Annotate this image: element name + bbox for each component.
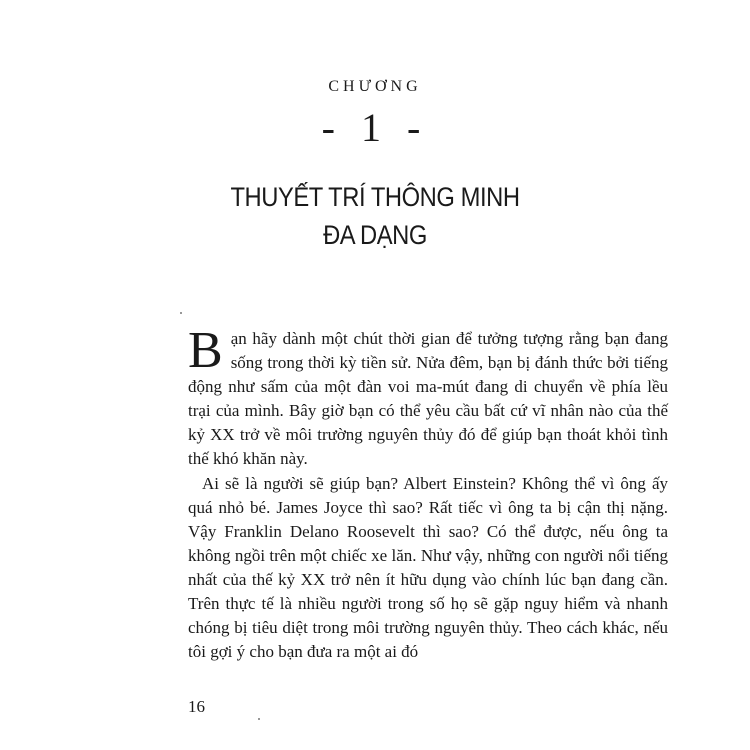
- paragraph-2: Ai sẽ là người sẽ giúp bạn? Albert Einstein? Không thể vì ông ấy quá nhỏ bé. James Joyce thì sao? Rất tiếc vì ông ta bị cận thị nặng. Vậy Franklin Delano Roosevelt thì sao? Có thể được, nếu ông ta không ngồi trên một chiếc xe lăn. Như vậy, những con người nổi tiếng nhất của thế kỷ XX trở nên ít hữu dụng vào chính lúc bạn đang cần. Trên thực tế là nhiều người trong số họ sẽ gặp nguy hiểm và nhanh chóng bị tiêu diệt trong môi trường nguyên thủy. Theo cách khác, nếu tôi gợi ý cho bạn đưa ra một ai đó: [188, 474, 668, 661]
- chapter-title-line-1: THUYẾT TRÍ THÔNG MINH: [230, 182, 520, 212]
- chapter-label: CHƯƠNG: [328, 78, 422, 95]
- chapter-title: [45, 178, 705, 254]
- chapter-number: - 1 -: [321, 105, 429, 150]
- chapter-title-line-2: ĐA DẠNG: [323, 220, 427, 250]
- drop-cap: B: [188, 322, 223, 379]
- paragraph-1-text: ạn hãy dành một chút thời gian để tưởng tượng rằng bạn đang sống trong thời kỳ tiền sử. Nửa đêm, bạn bị đánh thức bởi tiếng động như sấm của một đàn voi ma-mút đang di chuyển về phía lều trại của mình. Bây giờ bạn có thể yêu cầu bất cứ vĩ nhân nào của thế kỷ XX trở về môi trường nguyên thủy đó để giúp bạn thoát khỏi tình thế khó khăn này.: [188, 329, 668, 468]
- paragraph-1: [188, 322, 668, 471]
- print-speck: [258, 718, 260, 720]
- print-speck: [180, 312, 182, 314]
- page-number: 16: [188, 697, 205, 716]
